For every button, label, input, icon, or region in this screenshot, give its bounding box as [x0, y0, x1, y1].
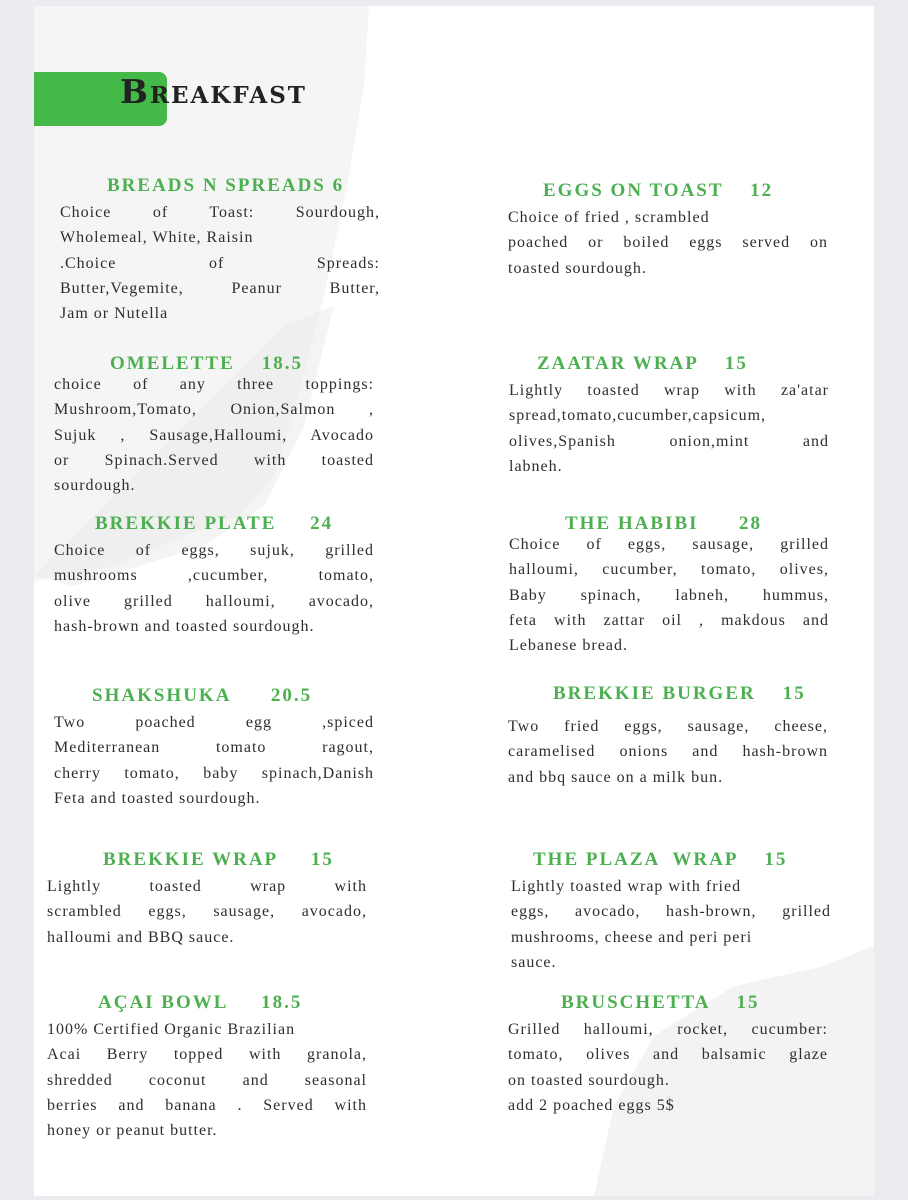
desc-line: toasted sourdough.: [508, 259, 647, 277]
item-heading: ZAATAR WRAP 15: [537, 353, 748, 374]
desc-line: halloumi and BBQ sauce.: [47, 928, 235, 946]
desc-line: and bbq sauce on a milk bun.: [508, 768, 724, 786]
item-description: [508, 205, 828, 281]
menu-item-plaza-wrap: [511, 848, 831, 975]
menu-item-the-habibi: [509, 512, 829, 658]
desc-line: Wholemeal, White, Raisin: [60, 229, 254, 247]
desc-line: 100% Certified Organic Brazilian: [47, 1021, 296, 1038]
menu-item-shakshuka: [54, 684, 374, 811]
desc-line: shredded coconut and seasonal: [47, 1071, 367, 1089]
desc-line: Acai Berry topped with granola,: [47, 1046, 367, 1064]
menu-page: [34, 6, 874, 1196]
item-heading: OMELETTE 18.5: [110, 353, 303, 374]
menu-item-zaatar-wrap: [509, 352, 829, 479]
desc-line: tomato, olives and balsamic glaze: [508, 1046, 828, 1064]
desc-line: caramelised onions and hash-brown: [508, 743, 828, 761]
desc-line: Choice of Toast: Sourdough,: [60, 204, 380, 221]
desc-line: sauce.: [511, 953, 557, 971]
desc-line: Two fried eggs, sausage, cheese,: [508, 718, 828, 735]
desc-line: honey or peanut butter.: [47, 1122, 218, 1140]
desc-line: sourdough.: [54, 477, 136, 495]
item-heading: AÇAI BOWL 18.5: [98, 992, 303, 1013]
desc-line: olives,Spanish onion,mint and: [509, 432, 829, 450]
desc-line: add 2 poached eggs 5$: [508, 1096, 675, 1114]
item-heading: THE PLAZA WRAP 15: [533, 849, 788, 870]
menu-item-brekkie-burger: [508, 682, 828, 790]
desc-line: eggs, avocado, hash-brown, grilled: [511, 903, 831, 921]
item-heading: BREADS N SPREADS 6: [107, 175, 345, 196]
desc-line: mushrooms, cheese and peri peri: [511, 928, 753, 946]
menu-item-acai-bowl: [47, 991, 367, 1143]
desc-line: Choice of fried , scrambled: [508, 209, 710, 226]
desc-line: Lightly toasted wrap with: [47, 878, 367, 895]
item-heading: BREKKIE WRAP 15: [103, 849, 334, 870]
menu-item-brekkie-plate: [54, 512, 374, 639]
desc-line: Jam or Nutella: [60, 305, 169, 323]
page-title: Breakfast: [120, 72, 307, 111]
desc-line: Grilled halloumi, rocket, cucumber:: [508, 1021, 828, 1038]
menu-item-brekkie-wrap: [47, 848, 367, 950]
desc-line: Feta and toasted sourdough.: [54, 789, 261, 807]
menu-item-breads: [60, 174, 380, 326]
item-heading: BREKKIE BURGER 15: [553, 683, 806, 704]
item-description: [509, 532, 829, 658]
item-description: [509, 378, 829, 479]
menu-item-omelette: [54, 352, 374, 498]
desc-line: .Choice of Spreads:: [60, 254, 380, 272]
desc-line: Sujuk , Sausage,Halloumi, Avocado: [54, 426, 374, 444]
desc-line: halloumi, cucumber, tomato, olives,: [509, 561, 829, 579]
item-description: [47, 1017, 367, 1143]
desc-line: Two poached egg ,spiced: [54, 714, 374, 731]
item-heading: BRUSCHETTA 15: [561, 992, 760, 1013]
desc-line: or Spinach.Served with toasted: [54, 451, 374, 469]
desc-line: on toasted sourdough.: [508, 1071, 670, 1089]
desc-line: hash-brown and toasted sourdough.: [54, 617, 315, 635]
desc-line: choice of any three toppings:: [54, 376, 374, 393]
desc-line: Butter,Vegemite, Peanur Butter,: [60, 279, 380, 297]
menu-item-bruschetta: [508, 991, 828, 1118]
item-description: [60, 200, 380, 326]
desc-line: scrambled eggs, sausage, avocado,: [47, 903, 367, 921]
item-heading: EGGS ON TOAST 12: [543, 180, 774, 201]
item-description: [508, 1017, 828, 1118]
menu-item-eggs-on-toast: [508, 179, 828, 281]
item-description: [54, 372, 374, 498]
desc-line: Lebanese bread.: [509, 637, 628, 655]
desc-line: Choice of eggs, sujuk, grilled: [54, 542, 374, 559]
item-description: [54, 710, 374, 811]
desc-line: feta with zattar oil , makdous and: [509, 611, 829, 629]
item-heading: BREKKIE PLATE 24: [95, 513, 334, 534]
desc-line: Choice of eggs, sausage, grilled: [509, 536, 829, 553]
desc-line: poached or boiled eggs served on: [508, 234, 828, 252]
desc-line: Lightly toasted wrap with fried: [511, 878, 742, 895]
desc-line: Baby spinach, labneh, hummus,: [509, 586, 829, 604]
desc-line: mushrooms ,cucumber, tomato,: [54, 567, 374, 585]
desc-line: Mushroom,Tomato, Onion,Salmon ,: [54, 401, 374, 419]
desc-line: berries and banana . Served with: [47, 1096, 367, 1114]
desc-line: Lightly toasted wrap with za'atar: [509, 382, 829, 399]
item-description: [508, 714, 828, 790]
item-heading: THE HABIBI 28: [565, 513, 763, 534]
item-description: [47, 874, 367, 950]
desc-line: cherry tomato, baby spinach,Danish: [54, 764, 374, 782]
item-heading: SHAKSHUKA 20.5: [92, 685, 313, 706]
item-description: [511, 874, 831, 975]
desc-line: olive grilled halloumi, avocado,: [54, 592, 374, 610]
desc-line: Mediterranean tomato ragout,: [54, 739, 374, 757]
desc-line: labneh.: [509, 457, 563, 475]
desc-line: spread,tomato,cucumber,capsicum,: [509, 407, 767, 425]
item-description: [54, 538, 374, 639]
